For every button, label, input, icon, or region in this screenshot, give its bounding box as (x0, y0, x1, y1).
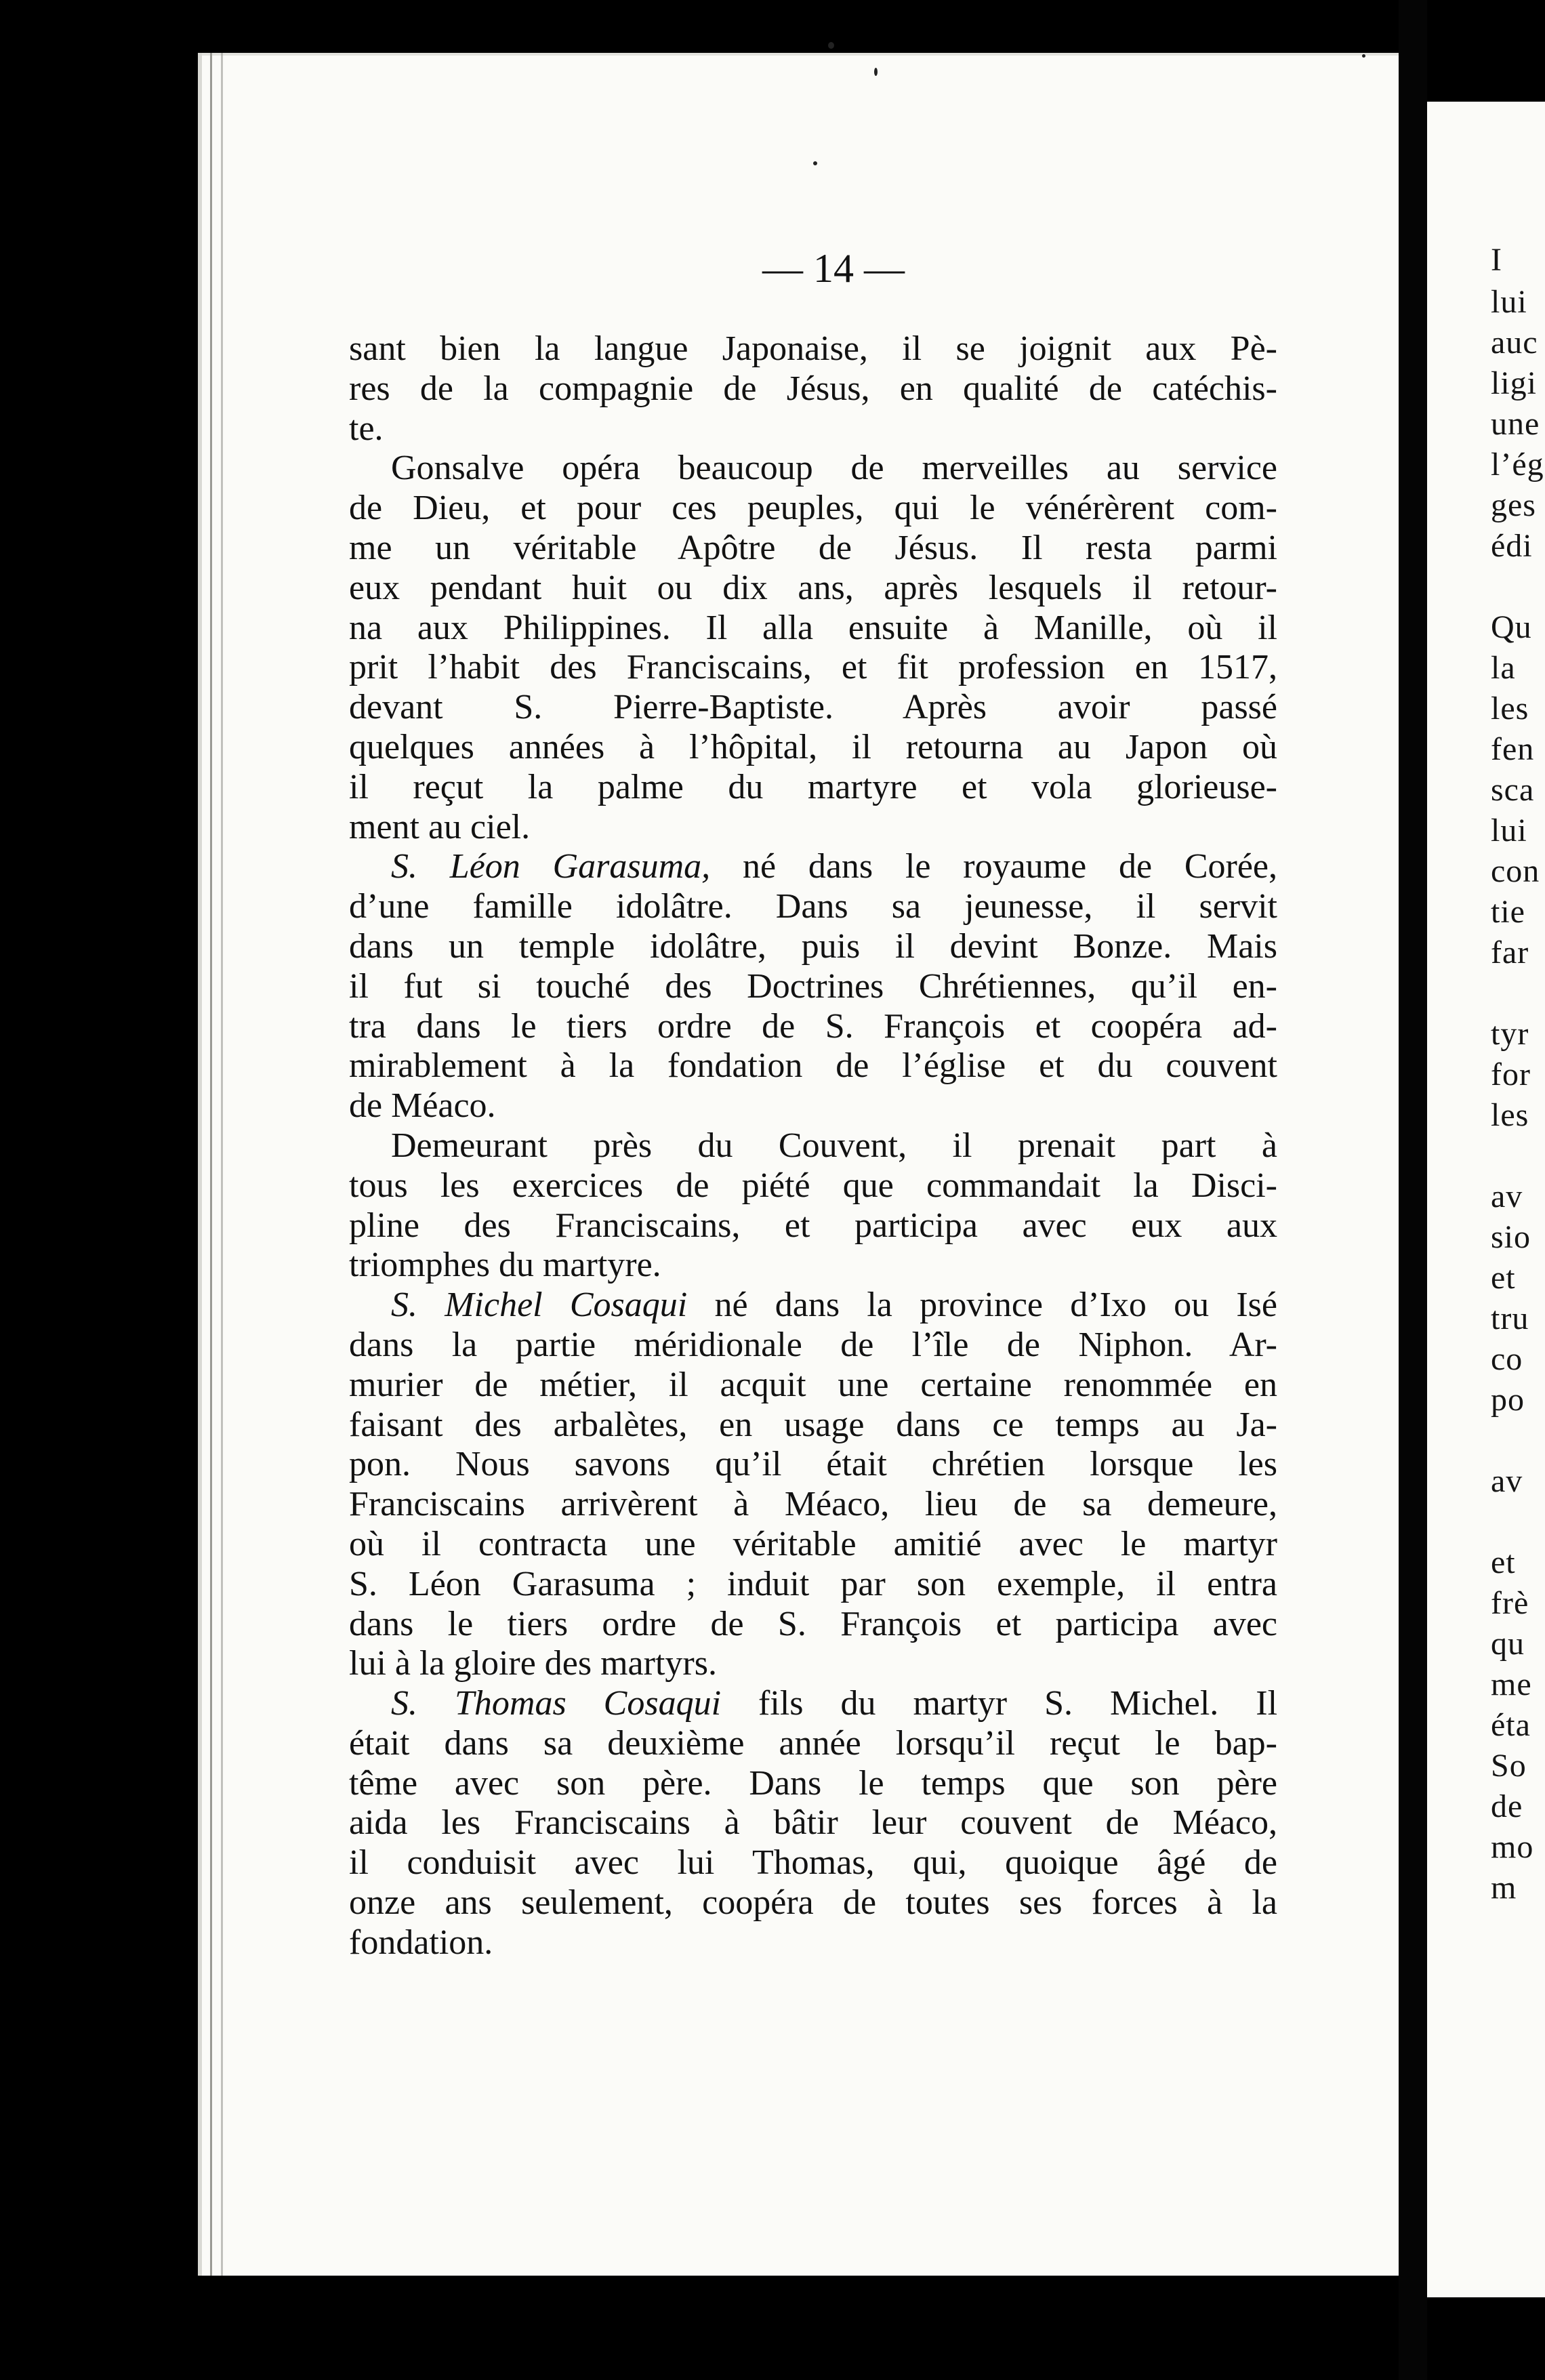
right-page-fragment: ligi (1491, 365, 1538, 401)
print-speck (828, 42, 834, 49)
text-line (349, 1485, 1277, 1525)
text-line (349, 648, 1277, 688)
right-page-fragment: les (1491, 691, 1529, 726)
text-line (349, 1764, 1277, 1804)
text-line (349, 1086, 1277, 1126)
saint-name: S. Léon Garasuma, (391, 847, 711, 886)
saint-name: S. Thomas Cosaqui (391, 1684, 722, 1723)
right-page-fragment: av (1491, 1178, 1523, 1214)
line-text: pline des Franciscains, et participa avec eux aux (349, 1206, 1277, 1245)
text-line (349, 688, 1277, 728)
text-line (349, 329, 1277, 369)
line-text: aida les Franciscains à bâtir leur couvent de Méaco, (349, 1803, 1277, 1843)
text-line (349, 1803, 1277, 1843)
line-text: onze ans seulement, coopéra de toutes ses forces à la (349, 1883, 1277, 1923)
text-line (349, 1684, 1277, 1724)
text-line (349, 1406, 1277, 1445)
line-text: né dans le royaume de Corée, (710, 847, 1278, 886)
line-text: Franciscains arrivèrent à Méaco, lieu de sa demeure, (349, 1485, 1277, 1524)
text-line (349, 808, 1277, 848)
line-text: né dans la province d’Ixo ou Isé (687, 1286, 1277, 1325)
print-speck (874, 68, 878, 76)
text-line (349, 1525, 1277, 1565)
text-line (349, 927, 1277, 967)
line-text: où il contracta une véritable amitié avec le martyr (349, 1524, 1277, 1563)
right-page-fragment: qu (1491, 1626, 1525, 1662)
text-line (349, 1126, 1277, 1166)
saint-name: S. Michel Cosaqui (391, 1286, 688, 1325)
right-page (1427, 102, 1545, 2297)
line-text: était dans sa deuxième année lorsqu’il reçut le bap- (349, 1723, 1277, 1763)
page-number: — 14 — (762, 246, 905, 291)
line-text: fondation. (349, 1923, 493, 1962)
right-page-fragment: fen (1491, 731, 1535, 767)
text-line (349, 967, 1277, 1007)
right-page-fragment: mo (1491, 1829, 1534, 1865)
line-text: il fut si touché des Doctrines Chrétiennes, qu’il en- (349, 966, 1277, 1006)
text-line (349, 1286, 1277, 1326)
line-text: faisant des arbalètes, en usage dans ce temps au Ja- (349, 1405, 1277, 1444)
text-line (349, 768, 1277, 808)
right-page-fragment: m (1491, 1870, 1517, 1906)
line-text: il reçut la palme du martyre et vola glorieuse- (349, 767, 1277, 806)
book-gutter (1399, 0, 1427, 2380)
right-page-fragment: far (1491, 935, 1529, 970)
line-text: tême avec son père. Dans le temps que son père (349, 1763, 1277, 1803)
page-body-text (349, 329, 1277, 1963)
text-line (349, 1843, 1277, 1883)
line-text: de Méaco. (349, 1086, 496, 1126)
line-text: me un véritable Apôtre de Jésus. Il resta parmi (349, 528, 1277, 567)
text-line (349, 1326, 1277, 1366)
right-page-fragment: frè (1491, 1585, 1529, 1621)
line-text: triomphes du martyre. (349, 1246, 661, 1285)
text-line (349, 1007, 1277, 1047)
text-line (349, 1366, 1277, 1406)
line-text: S. Léon Garasuma ; induit par son exemple, il entra (349, 1564, 1277, 1603)
text-line (349, 1246, 1277, 1286)
text-line (349, 1166, 1277, 1206)
line-text: dans la partie méridionale de l’île de Niphon. Ar- (349, 1325, 1277, 1364)
line-text: ment au ciel. (349, 807, 531, 846)
line-text: sant bien la langue Japonaise, il se joignit aux Pè- (349, 329, 1277, 368)
line-text: prit l’habit des Franciscains, et fit profession en 1517, (349, 648, 1277, 687)
right-page-fragment: sca (1491, 772, 1535, 808)
print-speck (813, 161, 817, 165)
right-page-fragment: et (1491, 1260, 1516, 1296)
text-line (349, 1923, 1277, 1963)
line-text: dans un temple idolâtre, puis il devint Bonze. Mais (349, 926, 1277, 966)
line-text: devant S. Pierre-Baptiste. Après avoir passé (349, 688, 1277, 727)
line-text: dans le tiers ordre de S. François et participa avec (349, 1604, 1277, 1643)
right-page-fragment: auc (1491, 325, 1538, 361)
right-page-fragment: con (1491, 853, 1540, 889)
line-text: de Dieu, et pour ces peuples, qui le vénérèrent com- (349, 489, 1277, 528)
line-text: tra dans le tiers ordre de S. François et coopéra ad- (349, 1006, 1277, 1046)
text-line (349, 847, 1277, 887)
right-page-fragment: me (1491, 1666, 1532, 1702)
line-text: murier de métier, il acquit une certaine renommée en (349, 1365, 1277, 1404)
line-text: eux pendant huit ou dix ans, après lesquels il retour- (349, 568, 1277, 607)
text-line (349, 369, 1277, 409)
line-text: res de la compagnie de Jésus, en qualité de catéchis- (349, 369, 1277, 408)
right-page-fragment: lui (1491, 813, 1527, 848)
text-line (349, 609, 1277, 649)
line-text: na aux Philippines. Il alla ensuite à Manille, où il (349, 608, 1277, 647)
right-page-fragment: de (1491, 1788, 1523, 1824)
text-line (349, 489, 1277, 529)
right-page-fragment: éta (1491, 1707, 1531, 1743)
text-line (349, 449, 1277, 489)
page-edge-line (221, 53, 223, 2276)
text-line (349, 409, 1277, 449)
text-line (349, 728, 1277, 768)
right-page-fragment: av (1491, 1463, 1523, 1499)
line-text: lui à la gloire des martyrs. (349, 1644, 717, 1683)
right-page-fragment: So (1491, 1748, 1527, 1784)
line-text: pon. Nous savons qu’il était chrétien lorsque les (349, 1445, 1277, 1484)
line-text: tous les exercices de piété que commandait la Disci- (349, 1166, 1277, 1205)
text-line (349, 1724, 1277, 1764)
right-page-fragment: une (1491, 406, 1540, 442)
right-page-fragment: tru (1491, 1300, 1529, 1336)
line-text: te. (349, 409, 384, 448)
right-page-fragment: sio (1491, 1219, 1531, 1255)
right-page-fragment: les (1491, 1097, 1529, 1133)
right-page-fragment: for (1491, 1056, 1531, 1092)
text-line (349, 1605, 1277, 1645)
line-text: Demeurant près du Couvent, il prenait part à (391, 1126, 1277, 1165)
line-text: quelques années à l’hôpital, il retourna au Japon où (349, 727, 1277, 766)
right-page-fragment: po (1491, 1382, 1525, 1418)
right-page-fragment: lui (1491, 284, 1527, 320)
right-page-fragment: co (1491, 1341, 1523, 1377)
right-page-fragment: tyr (1491, 1016, 1529, 1052)
text-line (349, 887, 1277, 927)
page-edge-line (210, 53, 212, 2276)
line-text: d’une famille idolâtre. Dans sa jeunesse, il servit (349, 887, 1277, 926)
text-line (349, 1644, 1277, 1684)
right-page-fragment: I (1491, 242, 1502, 278)
text-line (349, 529, 1277, 569)
text-line (349, 1445, 1277, 1485)
right-page-fragment: l’ég (1491, 447, 1544, 483)
right-page-fragment: et (1491, 1544, 1516, 1580)
right-page-fragment: Qu (1491, 609, 1532, 645)
right-page-fragment: la (1491, 650, 1516, 686)
line-text: mirablement à la fondation de l’église et du couvent (349, 1046, 1277, 1086)
line-text: il conduisit avec lui Thomas, qui, quoique âgé de (349, 1843, 1277, 1883)
text-line (349, 569, 1277, 609)
text-line (349, 1883, 1277, 1923)
right-page-fragment: ges (1491, 487, 1536, 523)
line-text: Gonsalve opéra beaucoup de merveilles au service (391, 449, 1277, 488)
line-text: fils du martyr S. Michel. Il (721, 1684, 1278, 1723)
right-page-fragment: édi (1491, 528, 1533, 564)
text-line (349, 1046, 1277, 1086)
text-line (349, 1206, 1277, 1246)
right-page-fragment: tie (1491, 894, 1525, 930)
text-line (349, 1565, 1277, 1605)
print-speck (1362, 54, 1365, 58)
